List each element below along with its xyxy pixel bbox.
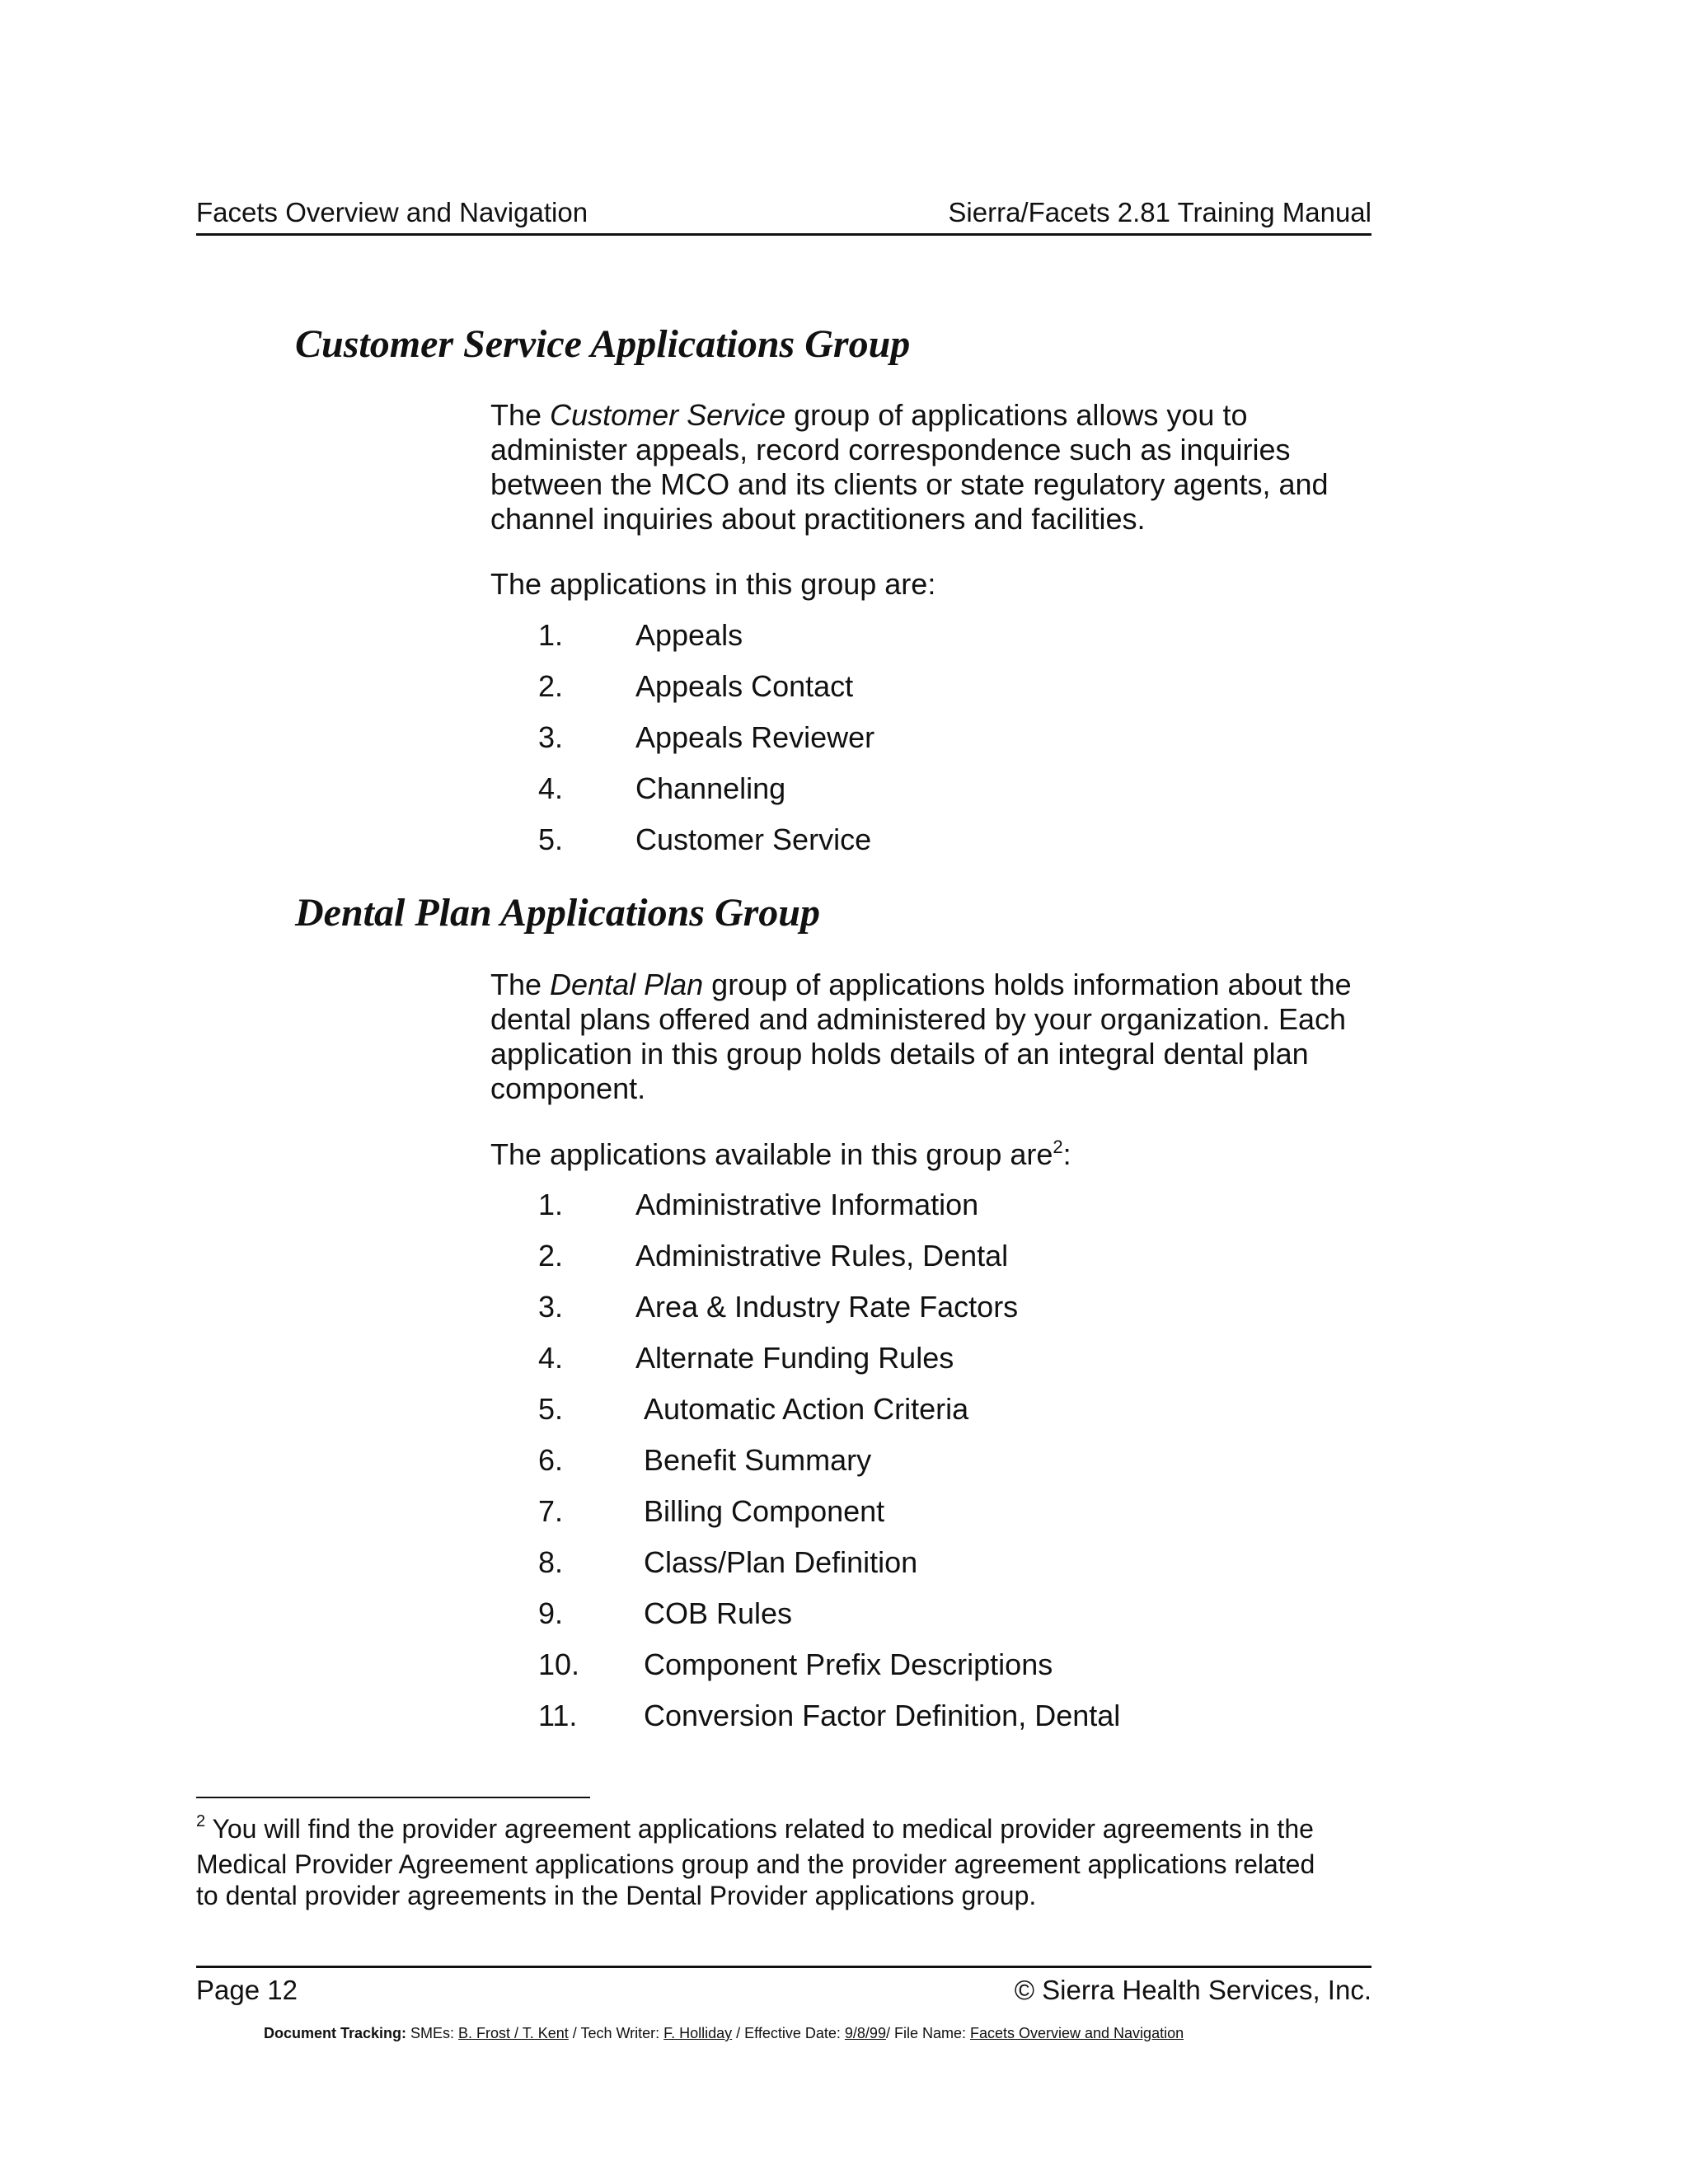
footnote-reference: 2: [1053, 1137, 1063, 1157]
header-rule: [196, 233, 1372, 236]
running-header-right: Sierra/Facets 2.81 Training Manual: [948, 197, 1372, 227]
dental-plan-intro: The Dental Plan group of applications holds information about the dental plans offered and administered by your organization. Each application in this group holds details of an integral dental plan component.: [490, 968, 1352, 1105]
dental-plan-list-intro: The applications available in this group are$^2$:: [490, 1137, 1071, 1171]
document-tracking: Document Tracking: SMEs: B. Frost / T. Kent / Tech Writer: F. Holliday / Effective Date: 9/8/99/ File Name: Facets Overview and Navigation: [264, 2025, 1184, 2041]
page-number: Page 12: [196, 1975, 298, 2005]
file-name-value: Facets Overview and Navigation: [969, 2025, 1184, 2041]
copyright: © Sierra Health Services, Inc.: [1014, 1975, 1372, 2005]
customer-service-em: Customer Service: [550, 398, 786, 432]
tech-writer-value: F. Holliday: [663, 2025, 733, 2041]
effective-date-value: 9/8/99: [844, 2025, 886, 2041]
customer-service-list-intro: The applications in this group are:: [490, 567, 936, 601]
customer-service-heading: Customer Service Applications Group: [295, 322, 911, 366]
footnote-marker: 2: [196, 1812, 206, 1830]
customer-service-intro: The Customer Service group of applications allows you to administer appeals, record correspondence such as inquiries between the MCO and its clients or state regulatory agents, and channel inquiries about practitioners and facilities.: [490, 398, 1329, 536]
dental-plan-heading: Dental Plan Applications Group: [295, 891, 820, 935]
footnote-separator: [196, 1797, 590, 1798]
running-header-left: Facets Overview and Navigation: [196, 197, 588, 227]
footnote: $^2$ You will find the provider agreement applications related to medical provider agreements in the Medical Provider Agreement applications group and the provider agreement applications related to dental provider agreements in the Dental Provider applications group.: [196, 1812, 1315, 1910]
footer-rule: [196, 1966, 1372, 1968]
dental-plan-em: Dental Plan: [550, 968, 704, 1001]
smes-value: B. Frost / T. Kent: [458, 2025, 569, 2041]
